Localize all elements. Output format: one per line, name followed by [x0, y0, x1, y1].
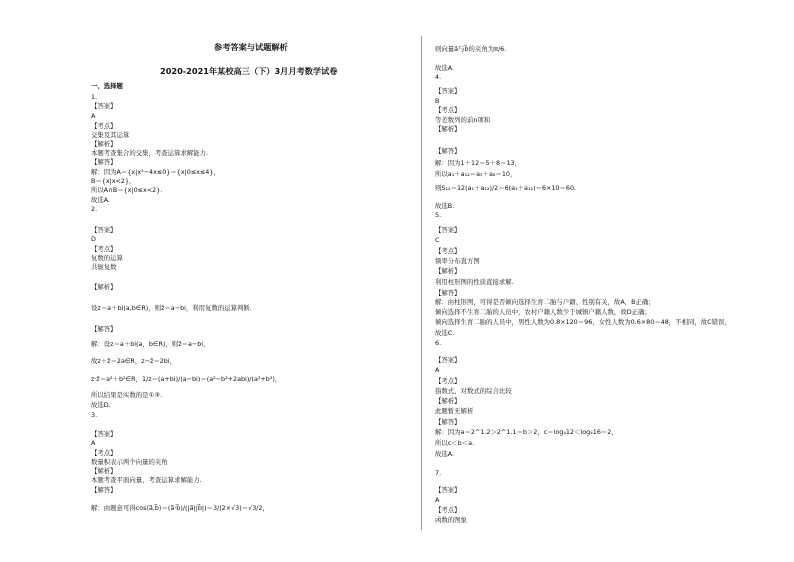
left-text-line: 本题考查平面向量，考查运算求解能力. — [91, 476, 202, 484]
right-text-line: C — [435, 236, 440, 244]
right-text-line: 则S₁₂＝12(a₁＋a₁₂)/2＝6(a₁＋a₁₂)＝6×10＝60. — [435, 184, 577, 192]
left-text-line: B＝{x|x<2}， — [91, 177, 136, 185]
left-text-line: 1. — [91, 93, 98, 101]
right-text-line: 所以a₁＋a₁₂＝a₅＋a₈＝10， — [435, 170, 517, 178]
left-text-line: 【解析】 — [91, 283, 117, 291]
right-text-line: 4. — [435, 73, 442, 81]
right-text-line: 7. — [435, 469, 442, 477]
left-text-line: 所以A∩B＝{x|0≤x<2}. — [91, 186, 163, 194]
right-text-line: 【解析】 — [435, 267, 461, 275]
left-text-line: 【考点】 — [91, 245, 117, 253]
left-text-line: A — [91, 112, 96, 120]
right-text-line: 函数的图象 — [435, 516, 467, 524]
right-text-line: 【考点】 — [435, 106, 461, 114]
left-text-line: 解：由题意可得cos⟨a⃗,b⃗⟩＝(a⃗·b⃗)/(|a⃗||b⃗|)＝3/(2×√3)＝√3/2， — [91, 504, 269, 512]
left-text-line: 【考点】 — [91, 449, 117, 457]
right-text-line: 【解答】 — [435, 147, 461, 155]
left-text-line: 【解析】 — [91, 467, 117, 475]
left-text-line: 【解答】 — [91, 325, 117, 333]
left-text-line: 【解答】 — [91, 158, 117, 166]
right-text-line: 解：由柱形图，可得是否倾向选择生育二胎与户籍、性别有关，故A，B正确； — [435, 298, 655, 306]
left-text-line: 【答案】 — [91, 430, 117, 438]
left-text-line: 共轭复数 — [91, 263, 117, 271]
right-text-line: 【答案】 — [435, 486, 461, 494]
left-text-line: 【答案】 — [91, 226, 117, 234]
right-text-line: 【解答】 — [435, 418, 461, 426]
right-text-line: 【考点】 — [435, 506, 461, 514]
right-text-line: 【考点】 — [435, 377, 461, 385]
right-text-line: 【解答】 — [435, 289, 461, 297]
right-text-line: 解：因为1＋12＝5＋8＝13， — [435, 159, 521, 167]
right-text-line: 【解析】 — [435, 397, 461, 405]
right-text-line: 【考点】 — [435, 247, 461, 255]
right-text-line: 【答案】 — [435, 87, 461, 95]
right-text-line: 则向量a⃗与b⃗的夹角为π/6. — [435, 45, 507, 53]
right-text-line: 故选A. — [435, 64, 455, 72]
right-text-line: 所以c＜b＜a. — [435, 439, 475, 447]
right-text-line: 倾向选择不生育二胎的人员中，农村户籍人数少于城镇户籍人数，故D正确； — [435, 308, 651, 316]
left-text-line: 复数的运算 — [91, 254, 123, 262]
right-text-line: 故选A. — [435, 450, 455, 458]
left-text-line: 【解答】 — [91, 486, 117, 494]
left-text-line: 【考点】 — [91, 122, 117, 130]
left-text-line: 交集及其运算 — [91, 131, 130, 139]
right-text-line: A — [435, 496, 440, 504]
document-title: 参考答案与试题解析 — [214, 42, 288, 52]
right-text-line: 6. — [435, 339, 442, 347]
left-text-line: A — [91, 439, 96, 447]
right-text-line: 等差数列的前n项和 — [435, 116, 491, 124]
left-text-line: 2. — [91, 205, 98, 213]
right-text-line: B — [435, 97, 440, 105]
right-text-line: 解：因为a＝2^1.2＞2^1.1＝b＞2，c＝log₄12＜log₄16＝2， — [435, 428, 618, 436]
right-text-line: 5. — [435, 211, 442, 219]
left-text-line: z·z̄＝a²＋b²∈R，1/z＝(a+bi)/(a−bi)＝(a²−b²+2abi)/(a²+b²)， — [91, 375, 282, 383]
left-text-line: 【答案】 — [91, 102, 117, 110]
left-text-line: 解：因为A＝{x|x²−4x≤0}＝{x|0≤x≤4}， — [91, 168, 220, 176]
section-heading: 一、选择题 — [91, 82, 123, 90]
right-text-line: 【答案】 — [435, 356, 461, 364]
left-text-line: D — [91, 235, 96, 243]
left-text-line: 故z＋z̄＝2a∈R，z−z̄＝2bi， — [91, 357, 177, 365]
left-text-line: 设z＝a＋bi(a,b∈R)，则z̄＝a−bi，利用复数的运算判断. — [91, 304, 252, 312]
right-text-line: A — [435, 366, 440, 374]
exam-subtitle: 2020-2021年某校高三（下）3月月考数学试卷 — [160, 66, 338, 76]
right-text-line: 指数式、对数式的综合比较 — [435, 387, 512, 395]
left-text-line: 【解析】 — [91, 140, 117, 148]
right-text-line: 倾向选择生育二胎的人员中，男性人数为0.8×120＝96，女性人数为0.6×80＝48，不相同，故C错误， — [435, 318, 731, 326]
right-text-line: 频率分布直方图 — [435, 257, 480, 265]
right-text-line: 利用柱形图的性质直接求解. — [435, 278, 514, 286]
column-divider — [421, 36, 422, 530]
left-text-line: 3. — [91, 411, 98, 419]
left-text-line: 数量积表示两个向量的夹角 — [91, 458, 168, 466]
right-text-line: 故选C. — [435, 329, 455, 337]
right-text-line: 【解析】 — [435, 125, 461, 133]
left-text-line: 所以结果是实数的是①③. — [91, 391, 163, 399]
right-text-line: 此题暂无解析 — [435, 407, 474, 415]
left-text-line: 故选D. — [91, 401, 111, 409]
right-text-line: 故选B. — [435, 202, 455, 210]
right-text-line: 【答案】 — [435, 226, 461, 234]
left-text-line: 本题考查集合的交集，考查运算求解能力. — [91, 149, 209, 157]
left-text-line: 故选A. — [91, 196, 111, 204]
left-text-line: 解：设z＝a＋bi(a，b∈R)，则z̄＝a−bi， — [91, 340, 210, 348]
